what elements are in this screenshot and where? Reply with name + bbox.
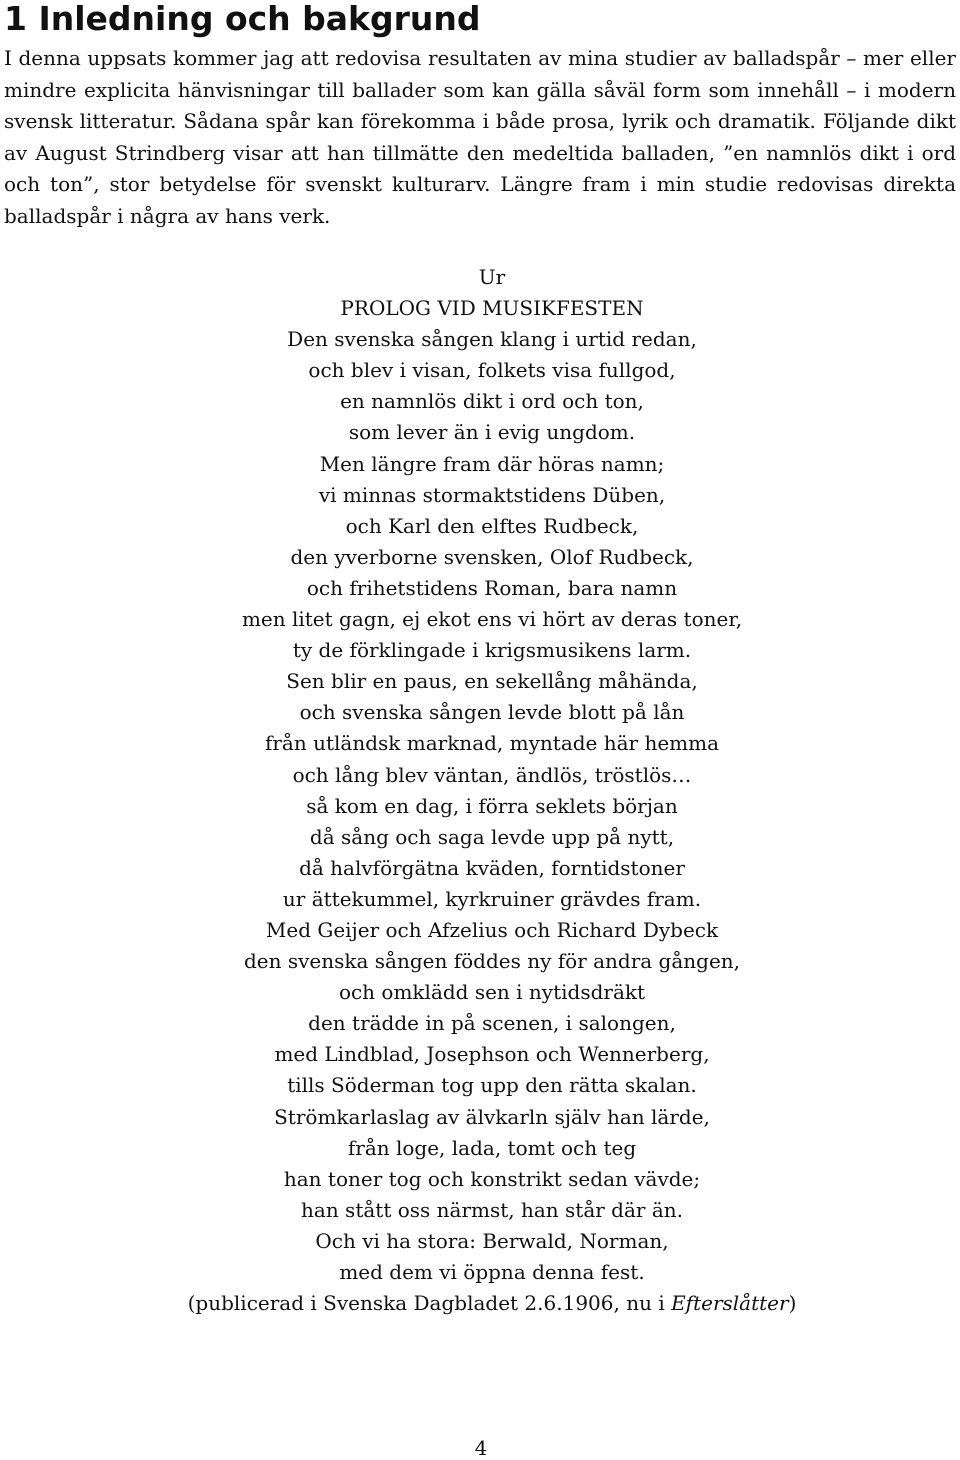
poem-lines	[0, 262, 960, 1288]
intro-paragraph: I denna uppsats kommer jag att redovisa resultaten av mina studier av balladspår – mer eller mindre explicita hänvisningar till ballader som kan gälla såväl form som innehåll – i modern svensk litteratur. Sådana spår kan förekomma i både prosa, lyrik och dramatik. Följande dikt av August Strindberg visar att han tillmätte den medeltida balladen, ”en namnlös dikt i ord och ton”, stor betydelse för svenskt kulturarv. Längre fram i min studie redovisas direkta balladspår i några av hans verk.	[4, 46, 956, 228]
poem-line: och omklädd sen i nytidsdräkt	[338, 980, 646, 1005]
poem-line: så kom en dag, i förra seklets början	[306, 793, 678, 818]
poem-line: Sen blir en paus, en sekellång måhända,	[286, 669, 698, 694]
citation-book-title: Efterslåtter	[671, 1291, 789, 1316]
poem	[0, 262, 960, 1319]
poem-line: och Karl den elftes Rudbeck,	[345, 513, 639, 538]
poem-line: Men längre fram där höras namn;	[319, 451, 665, 476]
section-heading: 1 Inledning och bakgrund	[4, 0, 481, 38]
poem-line: ur ättekummel, kyrkruiner grävdes fram.	[282, 886, 702, 911]
poem-citation	[0, 1288, 960, 1319]
poem-line: tills Söderman tog upp den rätta skalan.	[287, 1073, 697, 1098]
citation-suffix: )	[788, 1291, 797, 1316]
poem-line: då sång och saga levde upp på nytt,	[309, 824, 675, 849]
poem-line: från loge, lada, tomt och teg	[347, 1135, 637, 1160]
poem-line: den trädde in på scenen, i salongen,	[308, 1011, 676, 1036]
poem-line: den svenska sången föddes ny för andra gången,	[243, 949, 741, 974]
poem-line: från utländsk marknad, myntade här hemma	[264, 731, 720, 756]
citation-prefix: (publicerad i Svenska Dagbladet 2.6.1906, nu i	[187, 1291, 672, 1316]
poem-line: han stått oss närmst, han står där än.	[301, 1197, 683, 1222]
page-number: 4	[474, 1436, 488, 1460]
poem-line: Ur	[478, 265, 506, 289]
poem-line: som lever än i evig ungdom.	[348, 420, 636, 445]
poem-line: PROLOG VID MUSIKFESTEN	[340, 296, 644, 321]
poem-line: den yverborne svensken, Olof Rudbeck,	[290, 544, 694, 569]
poem-line: Och vi ha stora: Berwald, Norman,	[315, 1228, 669, 1253]
poem-line: och svenska sången levde blott på lån	[299, 700, 685, 725]
poem-line: Strömkarlaslag av älvkarln själv han lärde,	[274, 1104, 710, 1129]
poem-line: vi minnas stormaktstidens Düben,	[318, 482, 666, 507]
poem-line: då halvförgätna kväden, forntidstoner	[299, 855, 685, 880]
poem-line: och frihetstidens Roman, bara namn	[306, 575, 678, 600]
poem-line: Den svenska sången klang i urtid redan,	[287, 327, 697, 352]
poem-line: och blev i visan, folkets visa fullgod,	[308, 358, 676, 383]
poem-line: en namnlös dikt i ord och ton,	[340, 389, 644, 414]
poem-line: ty de förklingade i krigsmusikens larm.	[292, 638, 692, 663]
poem-line: och lång blev väntan, ändlös, tröstlös…	[292, 762, 692, 787]
poem-line: med dem vi öppna denna fest.	[339, 1260, 645, 1284]
poem-line: Med Geijer och Afzelius och Richard Dybeck	[265, 917, 719, 942]
poem-line: men litet gagn, ej ekot ens vi hört av deras toner,	[241, 607, 743, 632]
poem-line: med Lindblad, Josephson och Wennerberg,	[274, 1042, 710, 1067]
poem-line: han toner tog och konstrikt sedan vävde;	[283, 1166, 701, 1191]
